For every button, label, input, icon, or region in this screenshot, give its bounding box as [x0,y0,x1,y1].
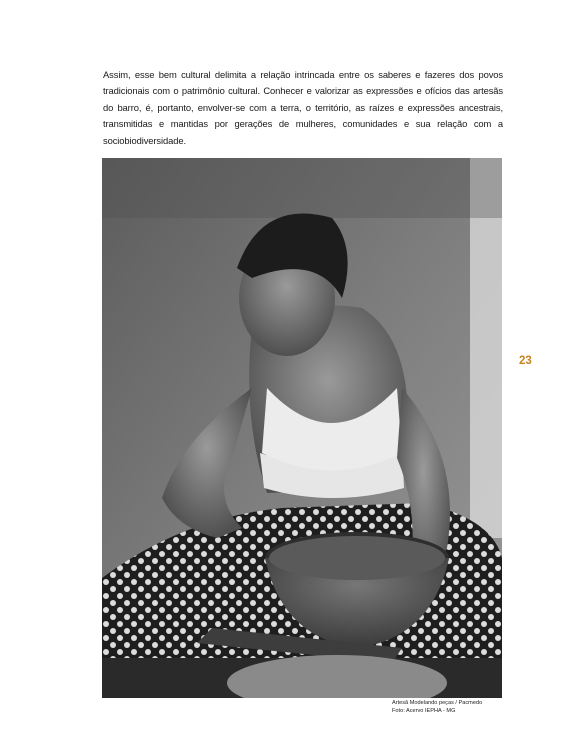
caption-line: Artesã Modelando peças / Pacmedo [392,700,483,706]
photo-caption [392,699,522,715]
caption-line: Foto: Acervo IEPHA - MG [392,708,456,714]
page-number: 23 [519,355,532,367]
body-paragraph: Assim, esse bem cultural delimita a relação intrincada entre os saberes e fazeres dos povos tradicionais com o patrimônio cultural. Conhecer e valorizar as expressões e ofícios das artesãs do barro, é, portanto, envolver-se com a terra, o território, as raízes e expressões ancestrais, transmitidas e mantidas por gerações de mulheres, comunidades e sua relação com a sociobiodiversidade. [103,69,503,146]
artisan-photo [102,158,502,698]
